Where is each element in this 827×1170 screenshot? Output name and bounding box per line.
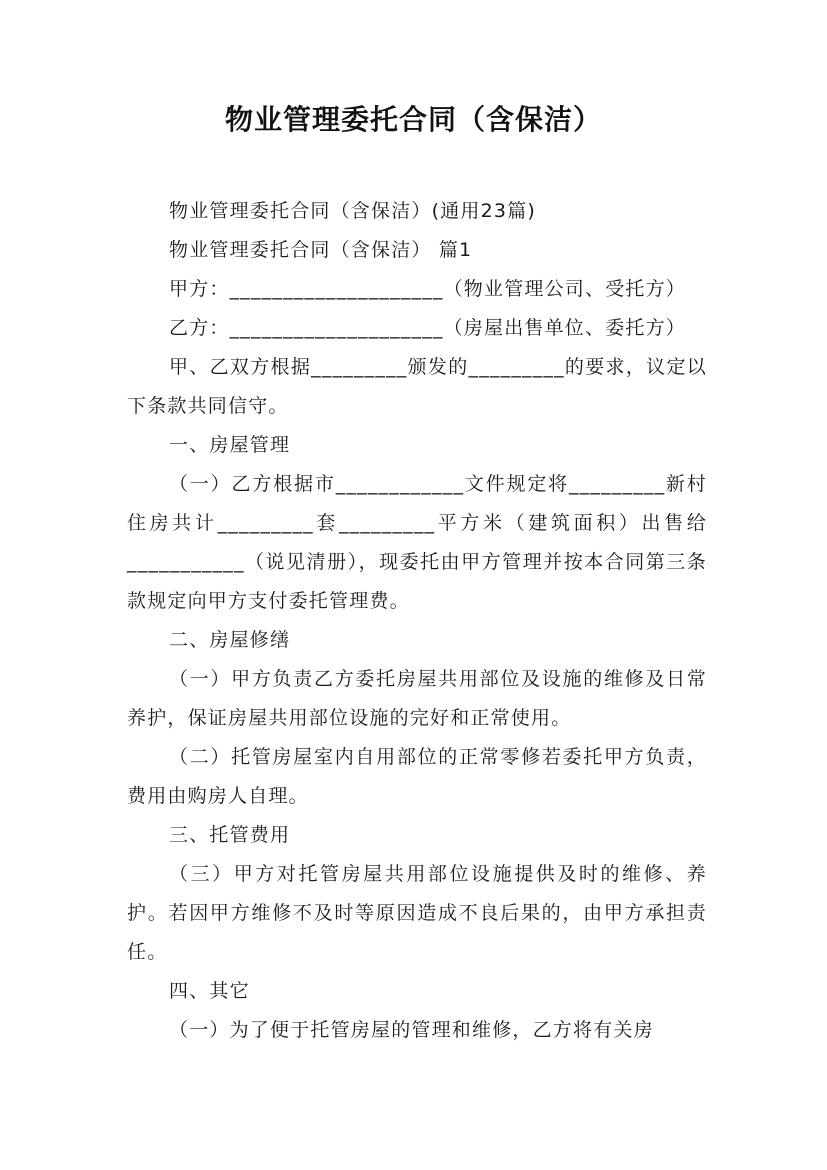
paragraph-party-a: 甲方：____________________（物业管理公司、受托方） [169, 278, 687, 300]
paragraph-subtitle: 物业管理委托合同（含保洁）(通用23篇) [169, 200, 537, 222]
heading-housing-repair: 二、房屋修缮 [169, 629, 291, 651]
paragraph-agreement-basis: 甲、乙双方根据_________颁发的_________的要求，议定以下条款共同信守。 [127, 356, 707, 417]
paragraph-repair-clause-1: （一）甲方负责乙方委托房屋共用部位及设施的维修及日常养护，保证房屋共用部位设施的完好和正常使用。 [127, 668, 707, 729]
paragraph-party-b: 乙方：____________________（房屋出售单位、委托方） [169, 317, 687, 339]
paragraph-fees-clause-3: （三）甲方对托管房屋共用部位设施提供及时的维修、养护。若因甲方维修不及时等原因造成不良后果的，由甲方承担责任。 [127, 863, 707, 963]
paragraph-section-heading: 物业管理委托合同（含保洁） 篇1 [169, 239, 473, 261]
paragraph-management-clause-1: （一）乙方根据市____________文件规定将_________新村住房共计_________套_________平方米（建筑面积）出售给___________（说见清册），现委托由甲方管理并按本合同第三条款规定向甲方支付委托管理费。 [127, 473, 707, 612]
heading-housing-management: 一、房屋管理 [169, 434, 291, 456]
document-body [127, 192, 707, 1050]
heading-custody-fees: 三、托管费用 [169, 824, 291, 846]
document-title: 物业管理委托合同（含保洁） [224, 103, 602, 136]
heading-other: 四、其它 [169, 980, 250, 1002]
paragraph-repair-clause-2: （二）托管房屋室内自用部位的正常零修若委托甲方负责，费用由购房人自理。 [127, 746, 707, 807]
paragraph-other-clause-1: （一）为了便于托管房屋的管理和维修，乙方将有关房 [169, 1019, 654, 1041]
